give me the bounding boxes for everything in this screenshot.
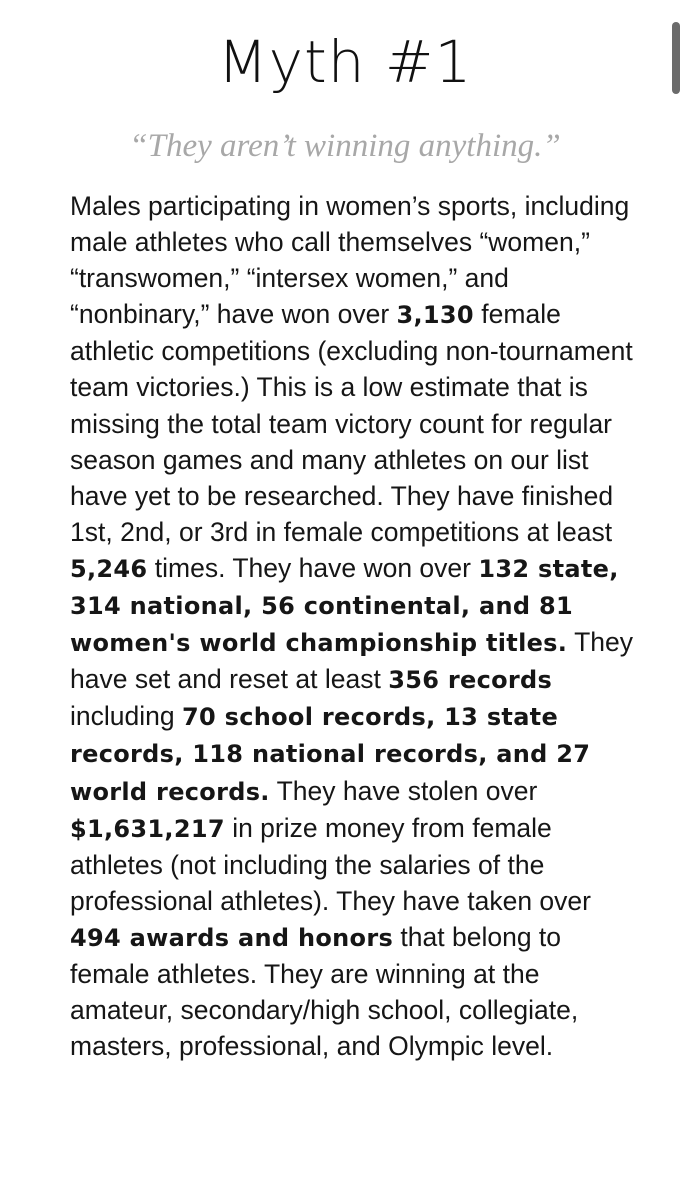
body-text-segment: female athletic competitions (excluding non-tournament team victories.) This is a low estimate that is missing the total team victory count for regular season games and many athletes on our list have yet to be researched. They have finished 1st, 2nd, or 3rd in female competitions at least <box>70 299 633 547</box>
body-text-segment: They have set and reset at least <box>70 627 633 695</box>
page-title: Myth #1 <box>217 28 473 96</box>
scrollbar-thumb[interactable] <box>672 22 680 94</box>
stat-records-total: 356 records <box>388 666 553 695</box>
stat-podium-finishes: 5,246 <box>70 554 148 583</box>
stat-competitions-won: 3,130 <box>396 301 474 330</box>
body-text-segment: that belong to female athletes. They are winning at the amateur, secondary/high school, collegiate, masters, professional, and Olympic level. <box>70 921 579 1062</box>
body-paragraph <box>70 188 640 1064</box>
body-text-segment: Males participating in women’s sports, including male athletes who call themselves “women,” “transwomen,” “intersex women,” and “nonbinary,” have won over <box>70 191 630 330</box>
body-text-segment: including <box>70 701 182 732</box>
stat-records-breakdown: 70 school records, 13 state records, 118 national records, and 27 world records. <box>70 703 591 806</box>
stat-awards-honors: 494 awards and honors <box>70 923 394 952</box>
myth-quote: “They aren’t winning anything.” <box>129 128 561 164</box>
body-text-segment: in prize money from female athletes (not including the salaries of the professional athletes). They have taken over <box>70 812 591 916</box>
body-text-segment: times. They have won over <box>147 552 479 583</box>
stat-championship-titles: 132 state, 314 national, 56 continental, and 81 women's world championship titles. <box>70 554 619 658</box>
stat-prize-money: $1,631,217 <box>70 814 225 843</box>
body-text-segment: They have stolen over <box>269 775 538 806</box>
